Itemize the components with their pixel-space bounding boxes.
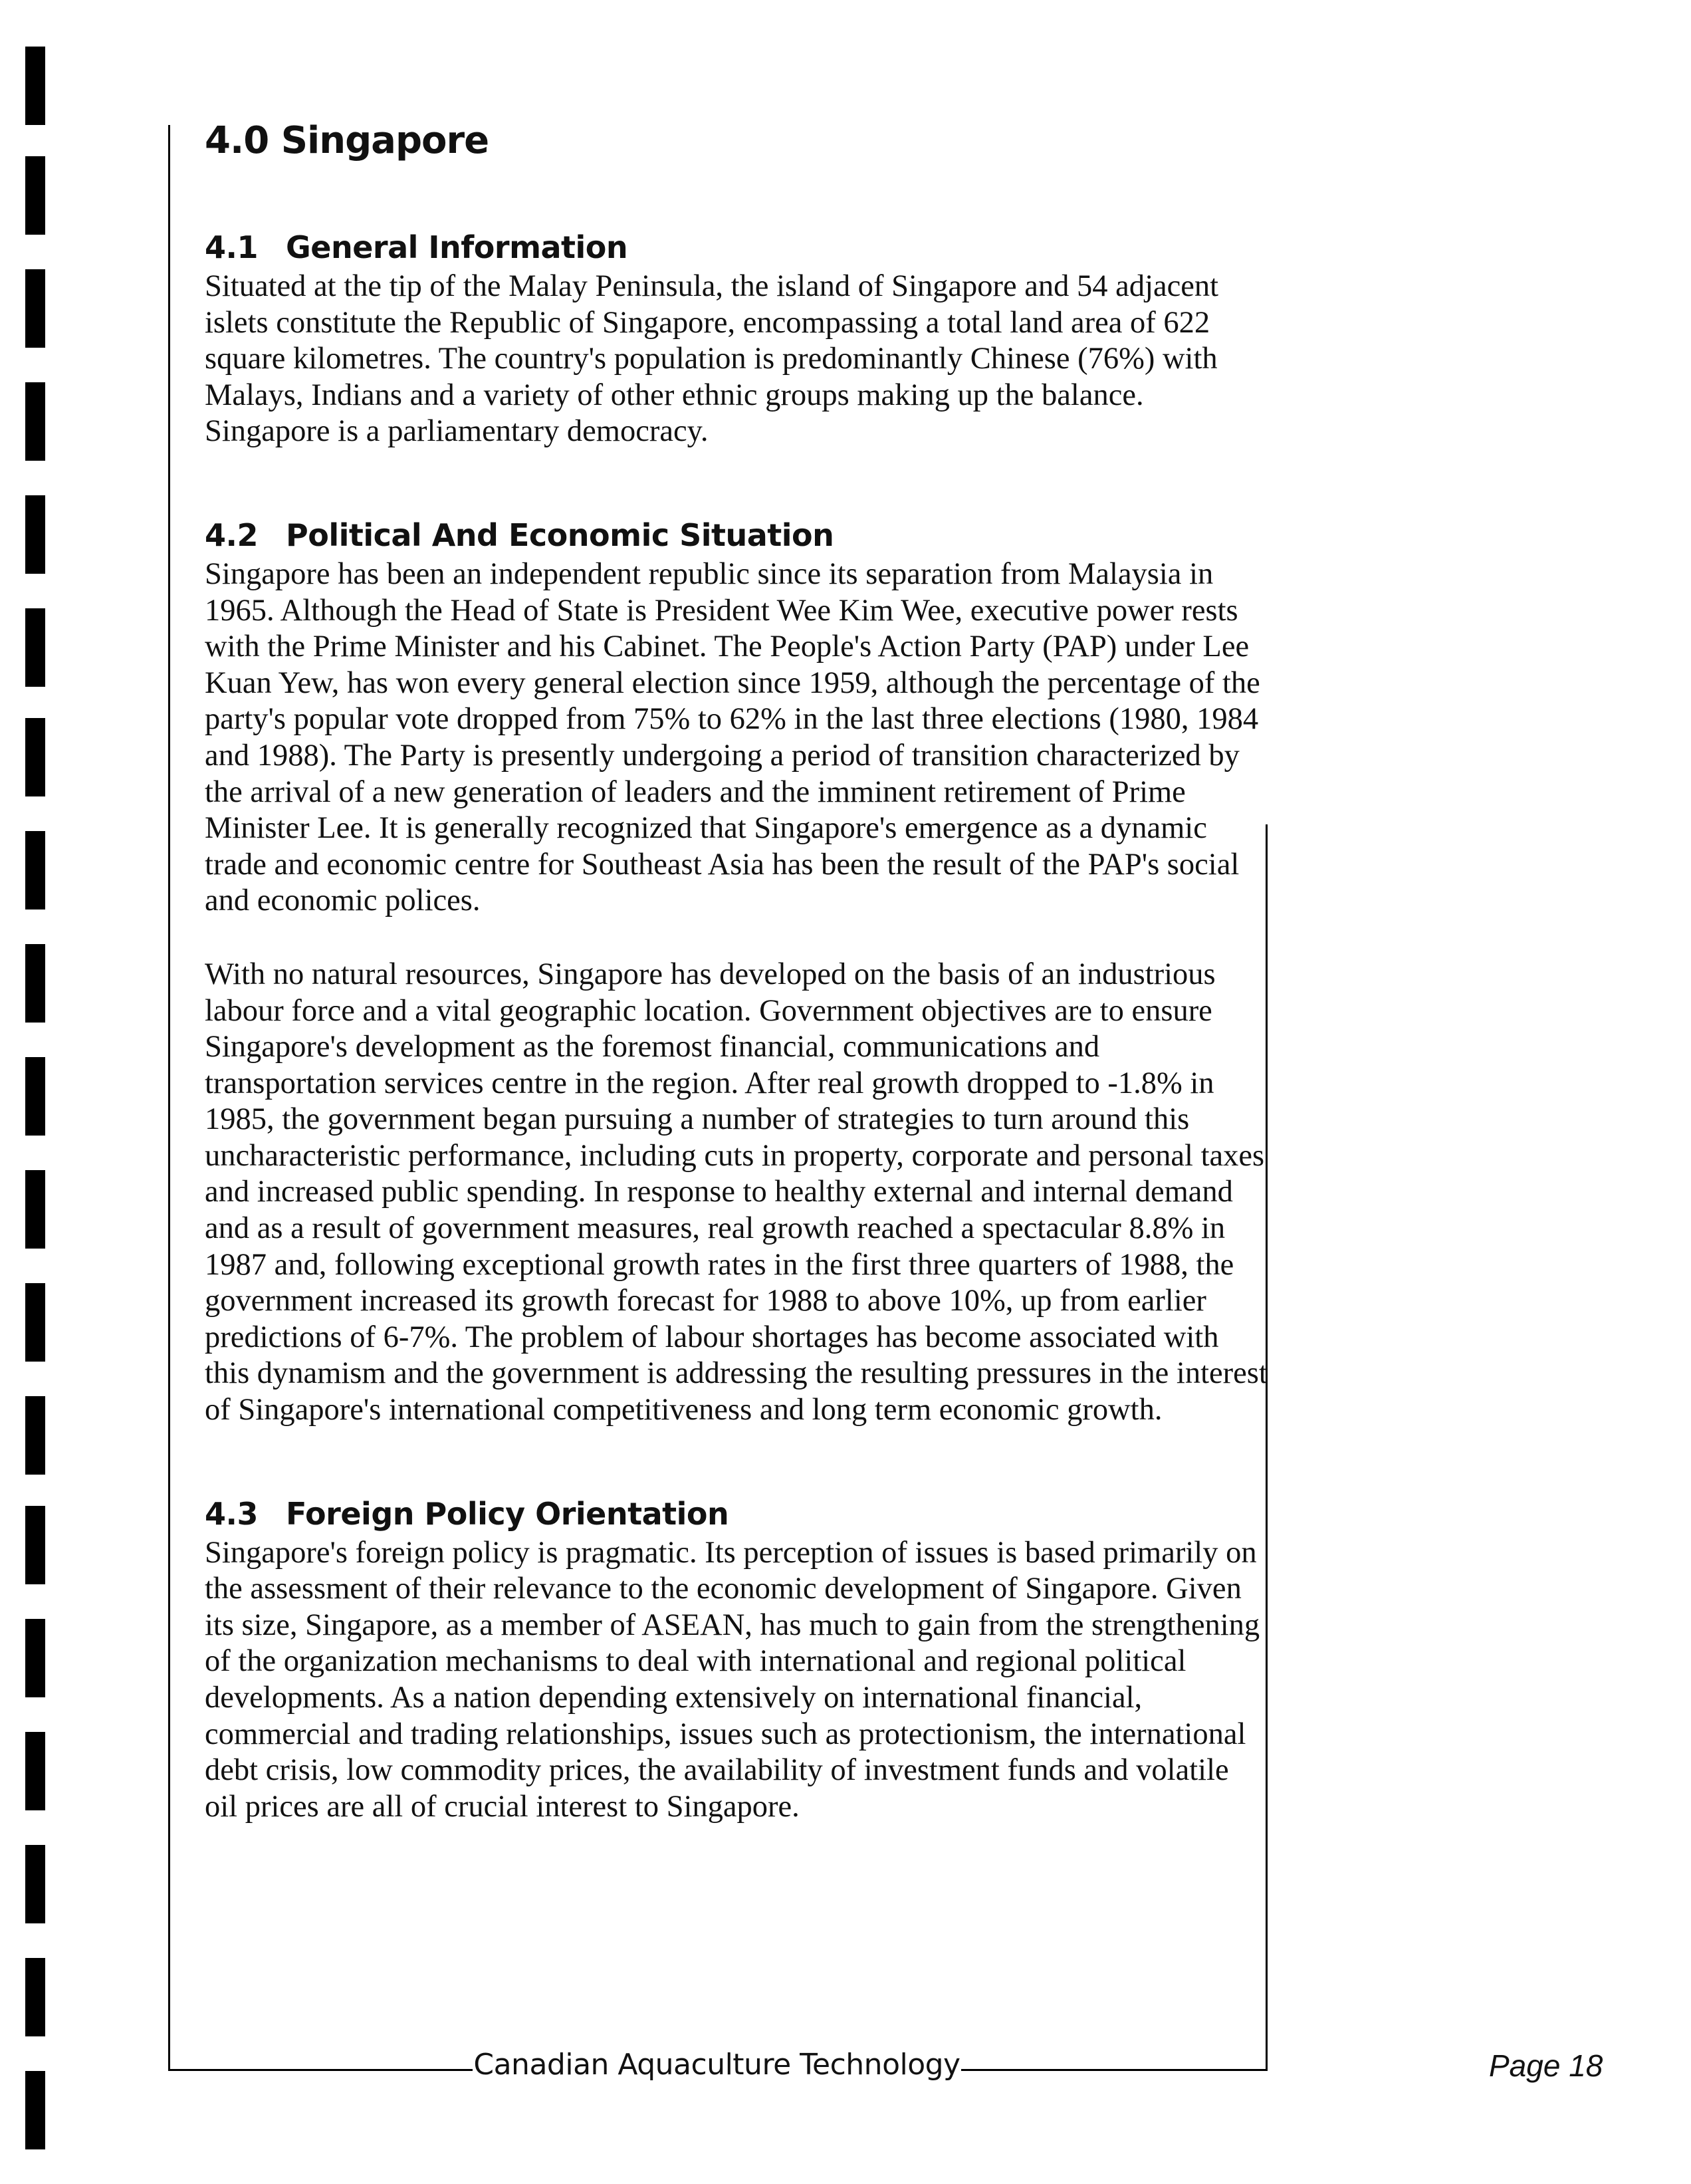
footer-publication-title: Canadian Aquaculture Technology — [473, 2048, 960, 2082]
paragraph: Singapore's foreign policy is pragmatic. Its perception of issues is based primarily on the assessment of their relevance to the economic development of Singapore. Given its size, Singapore, as a member of ASEAN, has much to gain from the strengthening of the organization mechanisms to deal with international and regional political developments. As a nation depending extensively on international financial, commercial and trading relationships, issues such as protectionism, the international debt crisis, low commodity prices, the availability of investment funds and volatile oil prices are all of crucial interest to Singapore. — [205, 1535, 1260, 1824]
binding-mark — [25, 831, 45, 910]
binding-marks — [0, 0, 80, 2184]
section-title: General Information — [286, 229, 628, 265]
section-number: 4.1 — [205, 229, 258, 265]
binding-mark — [25, 2071, 45, 2149]
page-title: 4.0 Singapore — [205, 119, 489, 162]
section-number: 4.3 — [205, 1495, 258, 1532]
section-general-information — [205, 226, 1268, 450]
section-title: Foreign Policy Orientation — [286, 1495, 729, 1532]
binding-mark — [25, 1506, 45, 1584]
binding-mark — [25, 1958, 45, 2036]
binding-mark — [25, 382, 45, 461]
binding-mark — [25, 1732, 45, 1810]
section-foreign-policy-orientation — [205, 1493, 1268, 1826]
paragraph: Situated at the tip of the Malay Peninsula, the island of Singapore and 54 adjacent islets constitute the Republic of Singapore, encompassing a total land area of 622 square kilometres. The country's population is predominantly Chinese (76%) with Malays, Indians and a variety of other ethnic groups making up the balance. Singapore is a parliamentary democracy. — [205, 269, 1219, 449]
binding-mark — [25, 47, 45, 125]
binding-mark — [25, 1170, 45, 1249]
binding-mark — [25, 156, 45, 235]
section-political-economic-situation — [205, 514, 1268, 1429]
section-heading — [205, 226, 1268, 269]
binding-mark — [25, 1057, 45, 1136]
binding-mark — [25, 1845, 45, 1923]
frame-left-rule — [168, 125, 170, 2070]
binding-mark — [25, 608, 45, 687]
paragraph: With no natural resources, Singapore has developed on the basis of an industrious labour force and a vital geographic location. Government objectives are to ensure Singapore's development as the foremost financial, communications and transportation services centre in the region. After real growth dropped to -1.8% in 1985, the government began pursuing a number of strategies to turn around this uncharacteristic performance, including cuts in property, corporate and personal taxes and increased public spending. In response to healthy external and internal demand and as a result of government measures, real growth reached a spectacular 8.8% in 1987 and, following exceptional growth rates in the first three quarters of 1988, the government increased its growth forecast for 1988 to above 10%, up from earlier predictions of 6-7%. The problem of labour shortages has become associated with this dynamism and the government is addressing the resulting pressures in the interest of Singapore's international competitiveness and long term economic growth. — [205, 957, 1268, 1427]
paragraph: Singapore has been an independent republic since its separation from Malaysia in 1965. Although the Head of State is President Wee Kim Wee, executive power rests with the Prime Minister and his Cabinet. The People's Action Party (PAP) under Lee Kuan Yew, has won every general election since 1959, although the percentage of the party's popular vote dropped from 75% to 62% in the last three elections (1980, 1984 and 1988). The Party is presently undergoing a period of transition characterized by the arrival of a new generation of leaders and the imminent retirement of Prime Minister Lee. It is generally recognized that Singapore's emergence as a dynamic trade and economic centre for Southeast Asia has been the result of the PAP's social and economic polices. — [205, 556, 1260, 918]
binding-mark — [25, 269, 45, 348]
section-number: 4.2 — [205, 517, 258, 553]
footer-rule-left — [168, 2069, 473, 2071]
footer-rule-right — [961, 2069, 1268, 2071]
binding-mark — [25, 495, 45, 574]
binding-mark — [25, 1283, 45, 1362]
page-content — [205, 114, 1268, 1889]
binding-mark — [25, 1619, 45, 1697]
binding-mark — [25, 944, 45, 1023]
section-title: Political And Economic Situation — [286, 517, 834, 553]
section-heading — [205, 1493, 1268, 1535]
section-heading — [205, 514, 1268, 556]
page-number: Page 18 — [1489, 2048, 1603, 2083]
binding-mark — [25, 718, 45, 796]
binding-mark — [25, 1396, 45, 1475]
